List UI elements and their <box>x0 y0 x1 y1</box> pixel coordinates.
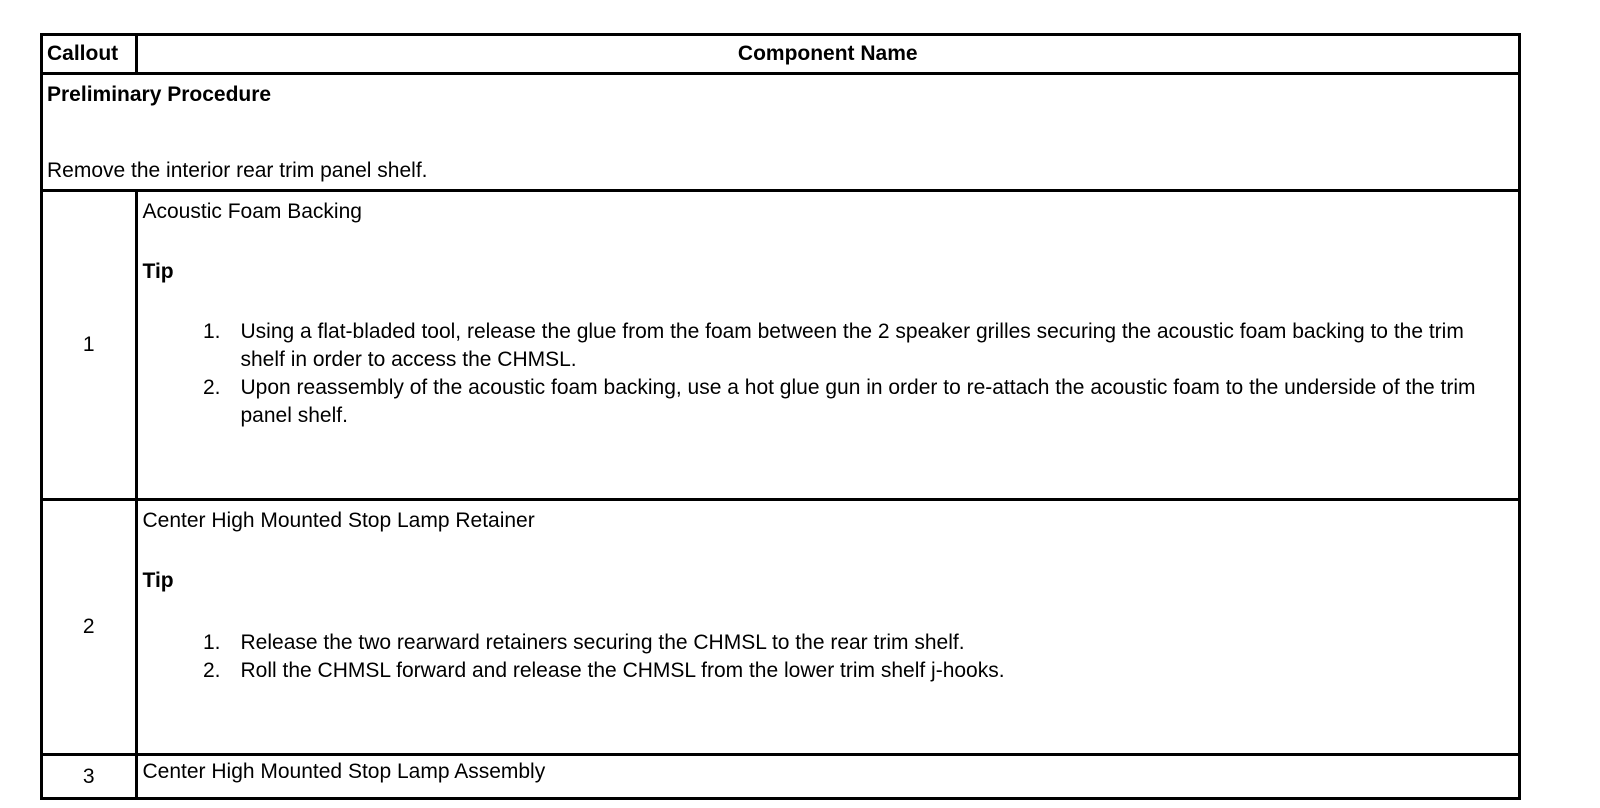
tip-steps-list <box>143 318 1511 430</box>
step-number: 1. <box>202 320 221 343</box>
preliminary-row <box>43 74 1518 191</box>
component-name: Acoustic Foam Backing <box>142 200 362 223</box>
table-row <box>43 755 1518 798</box>
preliminary-procedure-text: Remove the interior rear trim panel shelf. <box>47 159 428 182</box>
list-item <box>143 318 1511 374</box>
tip-label: Tip <box>142 569 174 592</box>
callout-number: 3 <box>43 755 136 798</box>
callout-number: 2 <box>43 500 136 755</box>
component-cell <box>136 755 1518 798</box>
preliminary-procedure-title: Preliminary Procedure <box>47 83 272 106</box>
callout-number: 1 <box>43 191 136 500</box>
table-row <box>43 191 1518 500</box>
component-name: Center High Mounted Stop Lamp Assembly <box>142 760 546 783</box>
tip-label: Tip <box>142 260 174 283</box>
list-item <box>143 629 1511 657</box>
procedure-table <box>43 36 1518 797</box>
step-number: 2. <box>202 376 221 399</box>
component-cell <box>136 191 1518 500</box>
component-name-column-header: Component Name <box>136 36 1518 74</box>
tip-steps-list <box>143 629 1511 685</box>
step-text: Upon reassembly of the acoustic foam backing, use a hot glue gun in order to re-attach the acoustic foam to the underside of the trim panel shelf. <box>240 376 1476 427</box>
list-item <box>143 374 1511 430</box>
step-text: Release the two rearward retainers securing the CHMSL to the rear trim shelf. <box>240 631 965 654</box>
component-cell <box>136 500 1518 755</box>
procedure-table-frame <box>40 33 1521 800</box>
callout-column-header: Callout <box>43 36 136 74</box>
component-name: Center High Mounted Stop Lamp Retainer <box>142 509 535 532</box>
step-number: 1. <box>202 631 221 654</box>
step-number: 2. <box>202 659 221 682</box>
header-row <box>43 36 1518 74</box>
step-text: Using a flat-bladed tool, release the glue from the foam between the 2 speaker grilles securing the acoustic foam backing to the trim shelf in order to access the CHMSL. <box>240 320 1464 371</box>
table-row <box>43 500 1518 755</box>
preliminary-procedure-cell <box>43 74 1518 191</box>
step-text: Roll the CHMSL forward and release the CHMSL from the lower trim shelf j-hooks. <box>240 659 1005 682</box>
list-item <box>143 657 1511 685</box>
